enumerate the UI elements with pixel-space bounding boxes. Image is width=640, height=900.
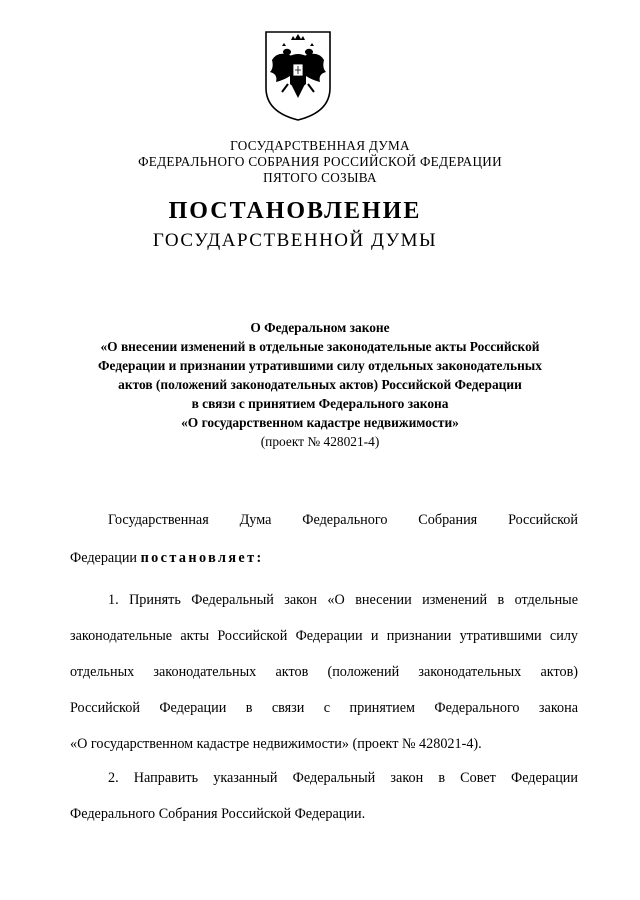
subject-line-4: актов (положений законодательных актов) Российской Федерации [118,377,522,392]
subject-line-1: О Федеральном законе [250,320,390,335]
item-1-line-1: 1. Принять Федеральный закон «О внесении изменений в отдельные [108,592,578,608]
header-convocation: ПЯТОГО СОЗЫВА [263,170,377,185]
header-duma: ГОСУДАРСТВЕННАЯ ДУМА [230,138,410,153]
intro-line-1: Государственная Дума Федерального Собрания Российской [108,512,578,528]
item-1-line-2: законодательные акты Российской Федерации и признании утратившими силу [70,628,578,644]
subject-line-5: в связи с принятием Федерального закона [191,396,449,411]
header-federal-assembly: ФЕДЕРАЛЬНОГО СОБРАНИЯ РОССИЙСКОЙ ФЕДЕРАЦИИ [138,154,502,169]
subject-line-6: «О государственном кадастре недвижимости» [181,415,459,430]
item-1-line-4: Российской Федерации в связи с принятием Федерального закона [70,700,578,716]
subject-block [60,318,580,451]
item-1-line-5: «О государственном кадастре недвижимости» (проект № 428021-4). [70,736,482,752]
document-title: ПОСТАНОВЛЕНИЕ [168,198,422,224]
item-1-line-3: отдельных законодательных актов (положений законодательных актов) [70,664,578,680]
item-2-line-1: 2. Направить указанный Федеральный закон в Совет Федерации [108,770,578,786]
item-2-line-2: Федерального Собрания Российской Федерации. [70,806,366,822]
subject-line-2: «О внесении изменений в отдельные законодательные акты Российской [100,339,540,354]
intro-federation: Федерации [70,550,138,566]
intro-line-2 [70,550,578,567]
project-number: (проект № 428021-4) [260,434,380,449]
document-subtitle: ГОСУДАРСТВЕННОЙ ДУМЫ [152,230,438,251]
coat-of-arms-emblem [262,28,334,123]
subject-line-3: Федерации и признании утратившими силу отдельных законодательных [98,358,542,373]
resolves-verb: постановляет: [140,550,264,566]
